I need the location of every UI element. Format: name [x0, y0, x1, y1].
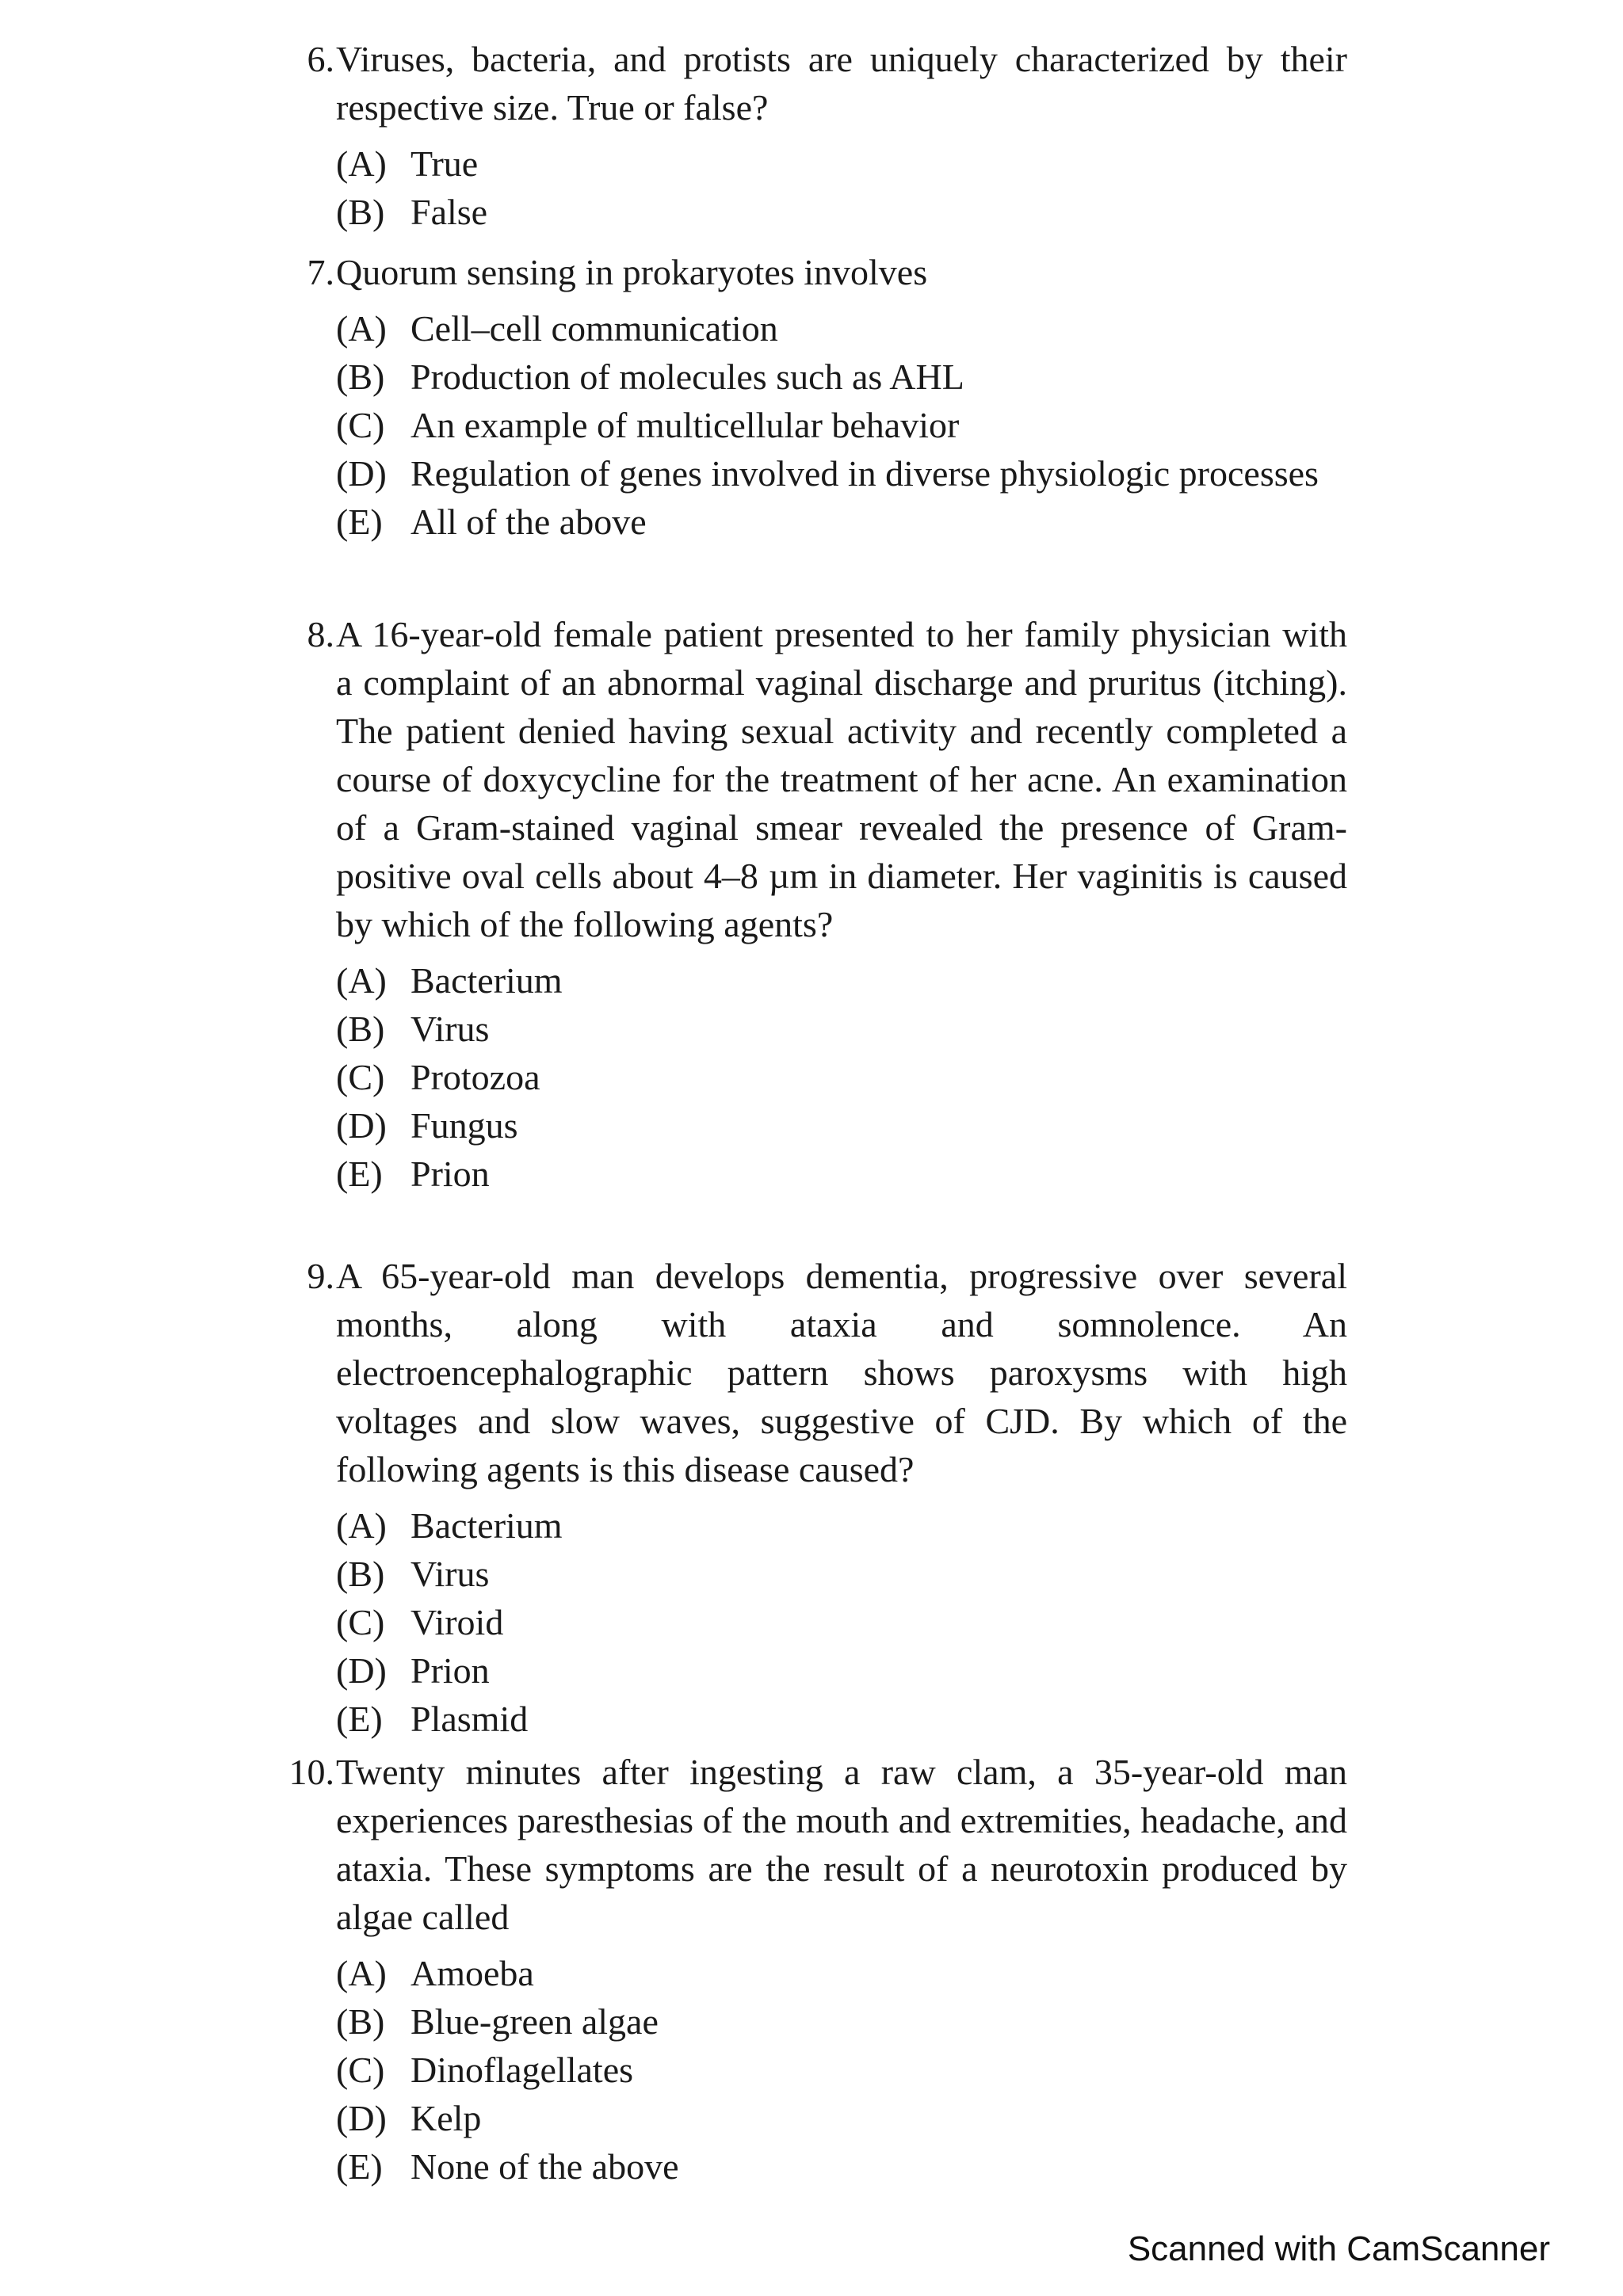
- option-text: Production of molecules such as AHL: [411, 357, 964, 397]
- question-8: [277, 610, 1347, 1198]
- option-text: Kelp: [411, 2098, 482, 2138]
- option-text: Cell–cell communication: [411, 308, 778, 349]
- answer-option: [336, 1646, 1347, 1695]
- option-text: Prion: [411, 1154, 490, 1194]
- answer-options: [336, 304, 1347, 546]
- answer-option: [336, 1598, 1347, 1646]
- question-number: 8.: [307, 614, 334, 654]
- option-text: An example of multicellular behavior: [411, 405, 960, 445]
- option-letter: (C): [336, 2050, 385, 2090]
- option-text: Virus: [411, 1009, 490, 1049]
- answer-option: [336, 1150, 1347, 1198]
- question-stem: Viruses, bacteria, and protists are uniquely characterized by their respective size. True or false?: [336, 39, 1347, 128]
- option-text: Viroid: [411, 1602, 504, 1642]
- answer-option: [336, 139, 1347, 188]
- option-letter: (E): [336, 502, 383, 542]
- option-letter: (D): [336, 1650, 387, 1691]
- option-text: Dinoflagellates: [411, 2050, 634, 2090]
- question-7: [277, 248, 1347, 546]
- option-text: Protozoa: [411, 1057, 540, 1097]
- answer-option: [336, 498, 1347, 546]
- answer-option: [336, 449, 1347, 498]
- option-letter: (B): [336, 2001, 385, 2042]
- option-letter: (A): [336, 1953, 387, 1993]
- option-letter: (E): [336, 1154, 383, 1194]
- question-9: [277, 1252, 1347, 1743]
- answer-option: [336, 1501, 1347, 1550]
- option-text: Regulation of genes involved in diverse physiologic processes: [411, 453, 1319, 494]
- option-text: Bacterium: [411, 1505, 563, 1546]
- answer-option: [336, 2046, 1347, 2094]
- option-letter: (A): [336, 960, 387, 1001]
- answer-option: [336, 1053, 1347, 1101]
- option-text: All of the above: [411, 502, 647, 542]
- option-letter: (B): [336, 192, 385, 232]
- option-letter: (D): [336, 1105, 387, 1146]
- option-letter: (A): [336, 308, 387, 349]
- scanner-watermark: Scanned with CamScanner: [1127, 2229, 1550, 2268]
- answer-option: [336, 2142, 1347, 2191]
- option-letter: (D): [336, 453, 387, 494]
- question-6: [277, 35, 1347, 236]
- answer-option: [336, 1101, 1347, 1150]
- answer-option: [336, 188, 1347, 236]
- option-text: Bacterium: [411, 960, 563, 1001]
- option-letter: (A): [336, 143, 387, 184]
- option-text: Prion: [411, 1650, 490, 1691]
- answer-option: [336, 1695, 1347, 1743]
- question-10: [277, 1748, 1347, 2191]
- answer-options: [336, 1501, 1347, 1743]
- answer-option: [336, 353, 1347, 401]
- answer-option: [336, 1997, 1347, 2046]
- question-stem: Twenty minutes after ingesting a raw clam, a 35-year-old man experiences paresthesias of the mouth and extremities, headache, and ataxia. These symptoms are the result of a neurotoxin produced by algae called: [336, 1752, 1347, 1937]
- answer-option: [336, 1005, 1347, 1053]
- question-stem: Quorum sensing in prokaryotes involves: [336, 252, 928, 292]
- option-letter: (B): [336, 1009, 385, 1049]
- option-text: False: [411, 192, 488, 232]
- option-text: Fungus: [411, 1105, 518, 1146]
- question-stem: A 16-year-old female patient presented to her family physician with a complaint of an abnormal vaginal discharge and pruritus (itching). The patient denied having sexual activity and recently completed a course of doxycycline for the treatment of her acne. An examination of a Gram-stained vaginal smear revealed the presence of Gram-positive oval cells about 4–8 µm in diameter. Her vaginitis is caused by which of the following agents?: [336, 614, 1347, 944]
- answer-option: [336, 304, 1347, 353]
- option-letter: (B): [336, 357, 385, 397]
- answer-options: [336, 956, 1347, 1198]
- option-letter: (B): [336, 1554, 385, 1594]
- question-number: 9.: [307, 1256, 334, 1296]
- option-letter: (C): [336, 405, 385, 445]
- answer-option: [336, 1550, 1347, 1598]
- answer-options: [336, 139, 1347, 236]
- option-text: Plasmid: [411, 1699, 529, 1739]
- option-text: None of the above: [411, 2146, 679, 2187]
- answer-option: [336, 1949, 1347, 1997]
- question-number: 6.: [307, 39, 334, 79]
- option-letter: (C): [336, 1057, 385, 1097]
- answer-option: [336, 956, 1347, 1005]
- option-text: True: [411, 143, 479, 184]
- option-letter: (C): [336, 1602, 385, 1642]
- question-number: 10.: [288, 1752, 334, 1792]
- question-stem: A 65-year-old man develops dementia, progressive over several months, along with ataxia and somnolence. An electroencephalographic pattern shows paroxysms with high voltages and slow waves, suggestive of CJD. By which of the following agents is this disease caused?: [336, 1256, 1347, 1489]
- answer-options: [336, 1949, 1347, 2191]
- answer-option: [336, 401, 1347, 449]
- option-text: Amoeba: [411, 1953, 534, 1993]
- option-letter: (A): [336, 1505, 387, 1546]
- option-text: Blue-green algae: [411, 2001, 659, 2042]
- option-letter: (E): [336, 2146, 383, 2187]
- option-letter: (E): [336, 1699, 383, 1739]
- answer-option: [336, 2094, 1347, 2142]
- question-number: 7.: [307, 252, 334, 292]
- option-letter: (D): [336, 2098, 387, 2138]
- option-text: Virus: [411, 1554, 490, 1594]
